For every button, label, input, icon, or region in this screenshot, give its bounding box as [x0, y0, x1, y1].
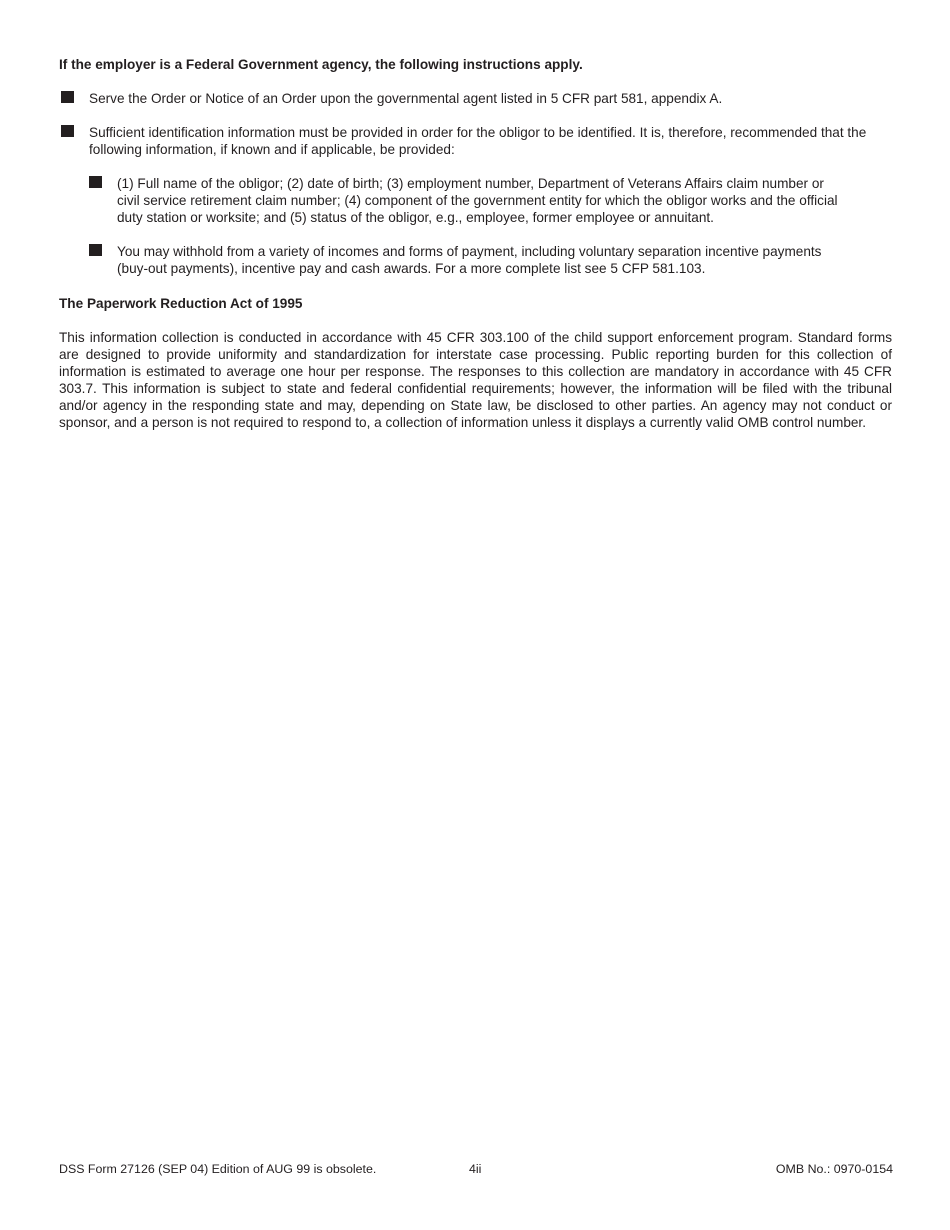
- square-bullet-icon: [61, 91, 74, 103]
- bullet-text: You may withhold from a variety of incomes and forms of payment, including voluntary separation incentive payments (buy-out payments), incentive pay and cash awards. For a more complete list see 5 CFP 581.103.: [117, 244, 822, 276]
- bullet-text: Serve the Order or Notice of an Order upon the governmental agent listed in 5 CFR part 581, appendix A.: [89, 91, 723, 106]
- square-bullet-icon: [61, 125, 74, 137]
- paperwork-act-body: This information collection is conducted in accordance with 45 CFR 303.100 of the child support enforcement program. Standard forms are designed to provide uniformity and standardization for interstate case processing. Public reporting burden for this collection of information is estimated to average one hour per response. The responses to this collection are mandatory in accordance with 45 CFR 303.7. This information is subject to state and federal confidential requirements; however, the information will be filed with the tribunal and/or agency in the responding state and may, depending on State law, be disclosed to other parties. An agency may not conduct or sponsor, and a person is not required to respond to, a collection of information unless it displays a currently valid OMB control number.: [59, 330, 892, 430]
- footer-page-number: 4ii: [469, 1162, 482, 1176]
- square-bullet-icon: [89, 176, 102, 188]
- bullet-text: Sufficient identification information must be provided in order for the obligor to be identified. It is, therefore, recommended that the following information, if known and if applicable, be provided:: [89, 125, 867, 157]
- federal-agency-heading: If the employer is a Federal Government agency, the following instructions apply.: [59, 57, 583, 72]
- paperwork-act-heading: The Paperwork Reduction Act of 1995: [59, 296, 303, 311]
- footer-form-number: DSS Form 27126 (SEP 04) Edition of AUG 99 is obsolete.: [59, 1162, 377, 1176]
- bullet-text: (1) Full name of the obligor; (2) date of birth; (3) employment number, Department of Veterans Affairs claim number or civil service retirement claim number; (4) component of the government entity for which the obligor works and the official duty station or worksite; and (5) status of the obligor, e.g., employee, former employee or annuitant.: [117, 176, 838, 225]
- square-bullet-icon: [89, 244, 102, 256]
- footer-omb-number: OMB No.: 0970-0154: [775, 1162, 893, 1176]
